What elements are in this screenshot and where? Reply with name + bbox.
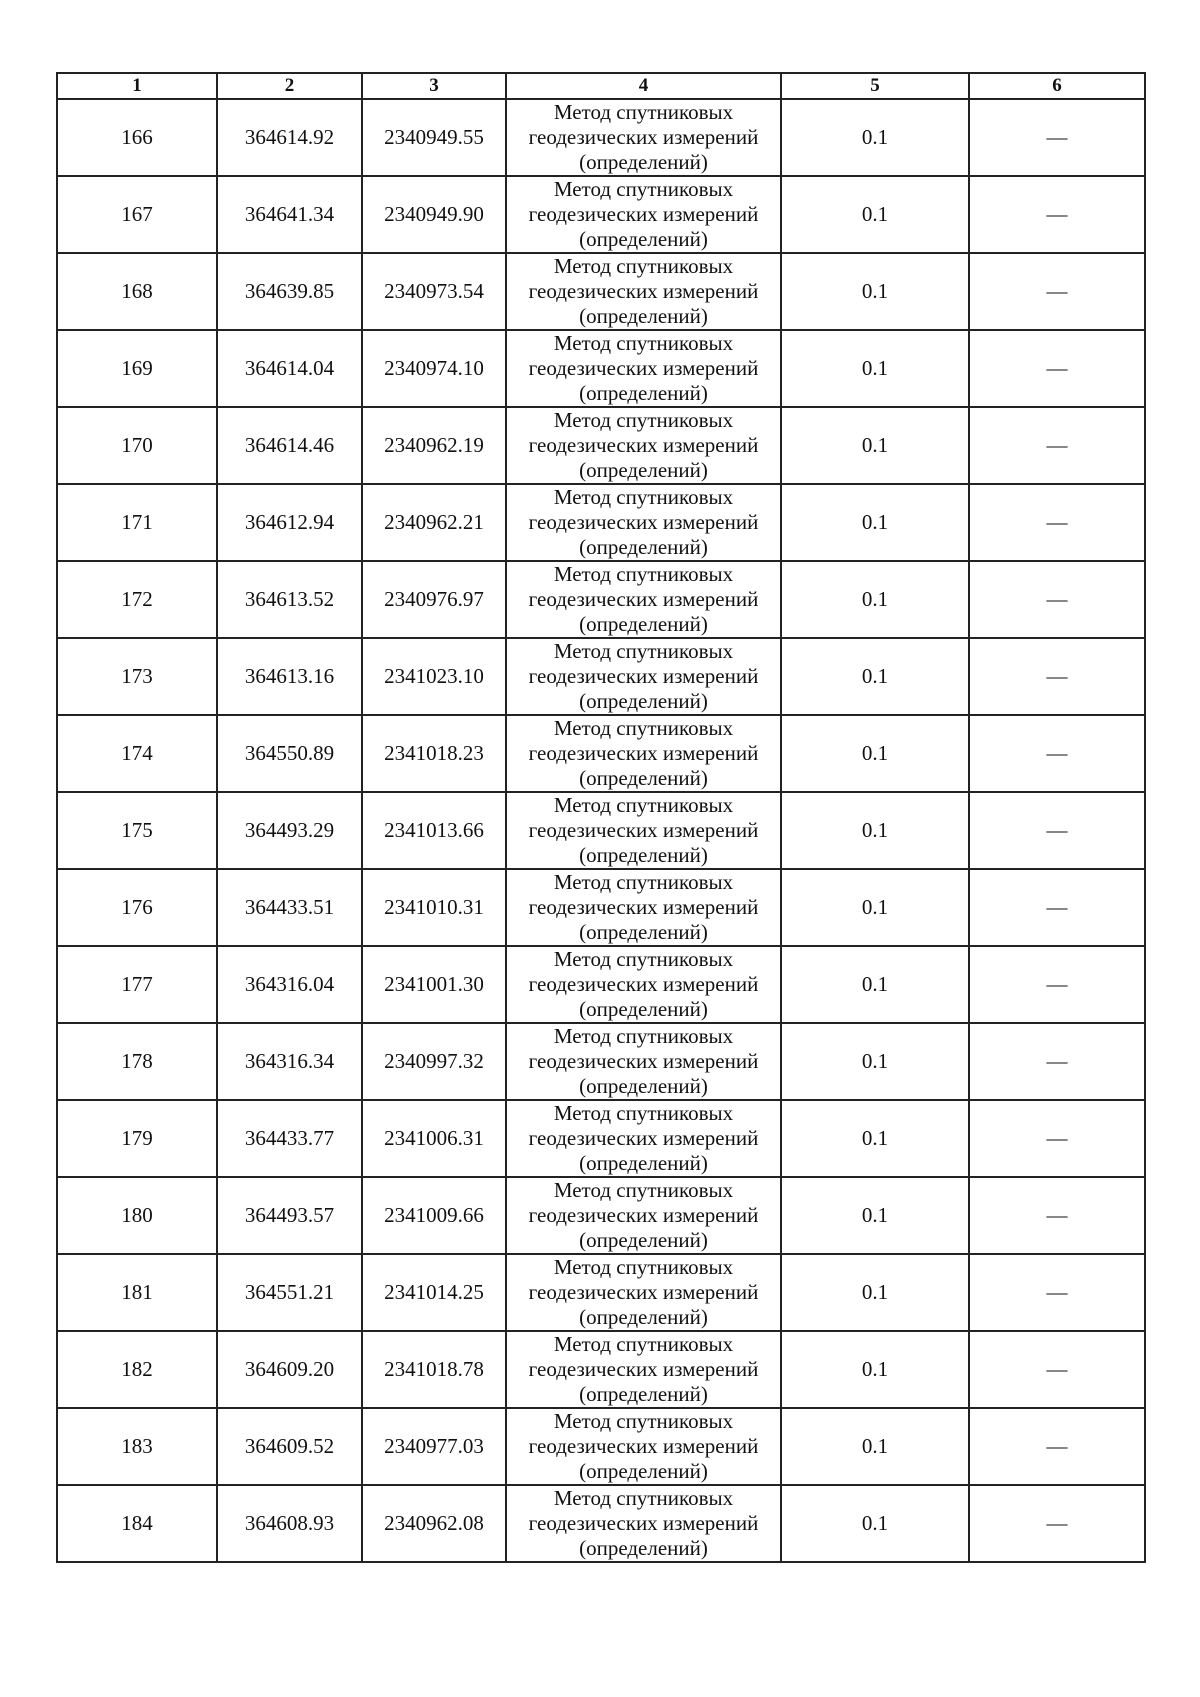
method-cell [506,1177,781,1254]
note-cell: — [969,253,1145,330]
note-cell: — [969,638,1145,715]
method-line: геодезических измерений [528,818,759,842]
point-number-cell: 174 [57,715,217,792]
method-line: геодезических измерений [528,1049,759,1073]
table-row [57,1331,1145,1408]
method-line: (определений) [579,1536,708,1560]
note-cell: — [969,792,1145,869]
method-line: Метод спутниковых [553,870,734,894]
method-line: геодезических измерений [528,664,759,688]
table-row [57,792,1145,869]
method-line: Метод спутниковых [553,1178,734,1202]
note-cell: — [969,99,1145,176]
method-line: Метод спутниковых [553,947,734,971]
method-line: геодезических измерений [528,510,759,534]
method-line: (определений) [579,1228,708,1252]
accuracy-cell: 0.1 [781,1023,969,1100]
accuracy-cell: 0.1 [781,407,969,484]
accuracy-cell: 0.1 [781,484,969,561]
method-cell [506,99,781,176]
note-cell: — [969,176,1145,253]
note-cell: — [969,1254,1145,1331]
point-number-cell: 173 [57,638,217,715]
accuracy-cell: 0.1 [781,715,969,792]
method-line: Метод спутниковых [553,793,734,817]
coordinate-y-cell: 2340997.32 [362,1023,506,1100]
method-line: Метод спутниковых [553,177,734,201]
note-cell: — [969,946,1145,1023]
point-number-cell: 181 [57,1254,217,1331]
method-cell [506,1408,781,1485]
method-line: Метод спутниковых [553,1101,734,1125]
method-line: (определений) [579,1151,708,1175]
coordinate-y-cell: 2340962.08 [362,1485,506,1562]
accuracy-cell: 0.1 [781,561,969,638]
accuracy-cell: 0.1 [781,330,969,407]
method-line: Метод спутниковых [553,254,734,278]
method-line: (определений) [579,227,708,251]
method-line: Метод спутниковых [553,562,734,586]
table-row [57,869,1145,946]
method-line: геодезических измерений [528,972,759,996]
note-cell: — [969,1023,1145,1100]
point-number-cell: 179 [57,1100,217,1177]
point-number-cell: 178 [57,1023,217,1100]
method-line: Метод спутниковых [553,331,734,355]
method-line: (определений) [579,612,708,636]
coordinate-y-cell: 2341023.10 [362,638,506,715]
table-row [57,561,1145,638]
method-cell [506,484,781,561]
method-line: Метод спутниковых [553,1409,734,1433]
method-line: геодезических измерений [528,1511,759,1535]
table-row [57,99,1145,176]
method-line: геодезических измерений [528,1126,759,1150]
table-row [57,715,1145,792]
method-line: (определений) [579,304,708,328]
accuracy-cell: 0.1 [781,1408,969,1485]
method-line: Метод спутниковых [553,1255,734,1279]
method-cell [506,792,781,869]
coordinate-x-cell: 364614.04 [217,330,362,407]
coordinate-y-cell: 2340974.10 [362,330,506,407]
coordinate-x-cell: 364433.77 [217,1100,362,1177]
method-cell [506,1100,781,1177]
point-number-cell: 167 [57,176,217,253]
coordinate-x-cell: 364609.20 [217,1331,362,1408]
coordinate-x-cell: 364493.29 [217,792,362,869]
coordinate-y-cell: 2341018.23 [362,715,506,792]
point-number-cell: 169 [57,330,217,407]
method-cell [506,330,781,407]
accuracy-cell: 0.1 [781,638,969,715]
coordinate-x-cell: 364551.21 [217,1254,362,1331]
method-cell [506,407,781,484]
method-cell [506,176,781,253]
coordinate-x-cell: 364433.51 [217,869,362,946]
table-row [57,253,1145,330]
coordinate-y-cell: 2341006.31 [362,1100,506,1177]
coordinate-x-cell: 364316.04 [217,946,362,1023]
accuracy-cell: 0.1 [781,99,969,176]
coordinate-y-cell: 2340949.90 [362,176,506,253]
method-line: геодезических измерений [528,433,759,457]
method-cell [506,946,781,1023]
point-number-cell: 177 [57,946,217,1023]
coordinate-y-cell: 2340949.55 [362,99,506,176]
point-number-cell: 184 [57,1485,217,1562]
header-col-3: 3 [362,73,506,99]
coordinate-x-cell: 364614.46 [217,407,362,484]
method-line: Метод спутниковых [553,100,734,124]
method-line: (определений) [579,458,708,482]
coordinate-x-cell: 364316.34 [217,1023,362,1100]
note-cell: — [969,330,1145,407]
point-number-cell: 166 [57,99,217,176]
method-line: Метод спутниковых [553,639,734,663]
coordinate-x-cell: 364639.85 [217,253,362,330]
method-line: (определений) [579,1382,708,1406]
coordinate-x-cell: 364614.92 [217,99,362,176]
method-cell [506,715,781,792]
method-line: геодезических измерений [528,202,759,226]
table-body [57,99,1145,1562]
accuracy-cell: 0.1 [781,869,969,946]
coordinate-y-cell: 2341009.66 [362,1177,506,1254]
method-line: (определений) [579,920,708,944]
coordinate-x-cell: 364550.89 [217,715,362,792]
note-cell: — [969,1100,1145,1177]
coordinate-x-cell: 364613.16 [217,638,362,715]
coordinate-y-cell: 2340962.21 [362,484,506,561]
header-col-1: 1 [57,73,217,99]
note-cell: — [969,1331,1145,1408]
coordinate-x-cell: 364609.52 [217,1408,362,1485]
accuracy-cell: 0.1 [781,1177,969,1254]
method-line: (определений) [579,843,708,867]
accuracy-cell: 0.1 [781,1331,969,1408]
coordinate-y-cell: 2341010.31 [362,869,506,946]
point-number-cell: 171 [57,484,217,561]
accuracy-cell: 0.1 [781,1100,969,1177]
method-cell [506,869,781,946]
method-line: Метод спутниковых [553,408,734,432]
method-line: (определений) [579,1305,708,1329]
method-line: геодезических измерений [528,356,759,380]
note-cell: — [969,1485,1145,1562]
header-col-4: 4 [506,73,781,99]
method-line: геодезических измерений [528,1357,759,1381]
header-col-6: 6 [969,73,1145,99]
note-cell: — [969,1408,1145,1485]
header-row [57,73,1145,99]
method-line: геодезических измерений [528,741,759,765]
method-line: (определений) [579,997,708,1021]
coordinate-y-cell: 2340962.19 [362,407,506,484]
table-row [57,1023,1145,1100]
note-cell: — [969,561,1145,638]
method-line: геодезических измерений [528,1434,759,1458]
table-row [57,1485,1145,1562]
coordinate-x-cell: 364613.52 [217,561,362,638]
point-number-cell: 182 [57,1331,217,1408]
note-cell: — [969,1177,1145,1254]
coordinate-y-cell: 2341001.30 [362,946,506,1023]
table-row [57,484,1145,561]
method-line: Метод спутниковых [553,1486,734,1510]
method-line: геодезических измерений [528,279,759,303]
method-cell [506,1254,781,1331]
accuracy-cell: 0.1 [781,1485,969,1562]
point-number-cell: 176 [57,869,217,946]
method-cell [506,638,781,715]
method-cell [506,1331,781,1408]
table-row [57,407,1145,484]
method-line: (определений) [579,766,708,790]
method-line: (определений) [579,1459,708,1483]
coordinate-x-cell: 364641.34 [217,176,362,253]
header-col-5: 5 [781,73,969,99]
method-line: (определений) [579,535,708,559]
accuracy-cell: 0.1 [781,792,969,869]
method-line: геодезических измерений [528,1203,759,1227]
method-line: (определений) [579,1074,708,1098]
table-row [57,946,1145,1023]
coordinate-y-cell: 2341014.25 [362,1254,506,1331]
table-row [57,1408,1145,1485]
point-number-cell: 172 [57,561,217,638]
table-row [57,176,1145,253]
method-line: геодезических измерений [528,1280,759,1304]
note-cell: — [969,869,1145,946]
method-line: геодезических измерений [528,895,759,919]
method-line: (определений) [579,381,708,405]
method-cell [506,1485,781,1562]
method-line: Метод спутниковых [553,1332,734,1356]
header-col-2: 2 [217,73,362,99]
point-number-cell: 180 [57,1177,217,1254]
point-number-cell: 183 [57,1408,217,1485]
method-cell [506,253,781,330]
method-line: геодезических измерений [528,125,759,149]
accuracy-cell: 0.1 [781,176,969,253]
method-cell [506,561,781,638]
table-row [57,1177,1145,1254]
accuracy-cell: 0.1 [781,253,969,330]
point-number-cell: 170 [57,407,217,484]
table-row [57,1100,1145,1177]
coordinate-x-cell: 364493.57 [217,1177,362,1254]
point-number-cell: 168 [57,253,217,330]
accuracy-cell: 0.1 [781,946,969,1023]
method-line: (определений) [579,150,708,174]
note-cell: — [969,715,1145,792]
coordinate-y-cell: 2340976.97 [362,561,506,638]
accuracy-cell: 0.1 [781,1254,969,1331]
coordinate-x-cell: 364612.94 [217,484,362,561]
table-row [57,1254,1145,1331]
note-cell: — [969,484,1145,561]
method-line: геодезических измерений [528,587,759,611]
method-line: Метод спутниковых [553,485,734,509]
coordinate-y-cell: 2341018.78 [362,1331,506,1408]
point-number-cell: 175 [57,792,217,869]
coordinate-y-cell: 2340977.03 [362,1408,506,1485]
coordinate-y-cell: 2340973.54 [362,253,506,330]
note-cell: — [969,407,1145,484]
coordinate-y-cell: 2341013.66 [362,792,506,869]
method-cell [506,1023,781,1100]
table-row [57,330,1145,407]
table-row [57,638,1145,715]
method-line: Метод спутниковых [553,716,734,740]
table-header [57,73,1145,99]
coordinate-x-cell: 364608.93 [217,1485,362,1562]
coordinates-table [56,72,1146,1563]
method-line: (определений) [579,689,708,713]
method-line: Метод спутниковых [553,1024,734,1048]
